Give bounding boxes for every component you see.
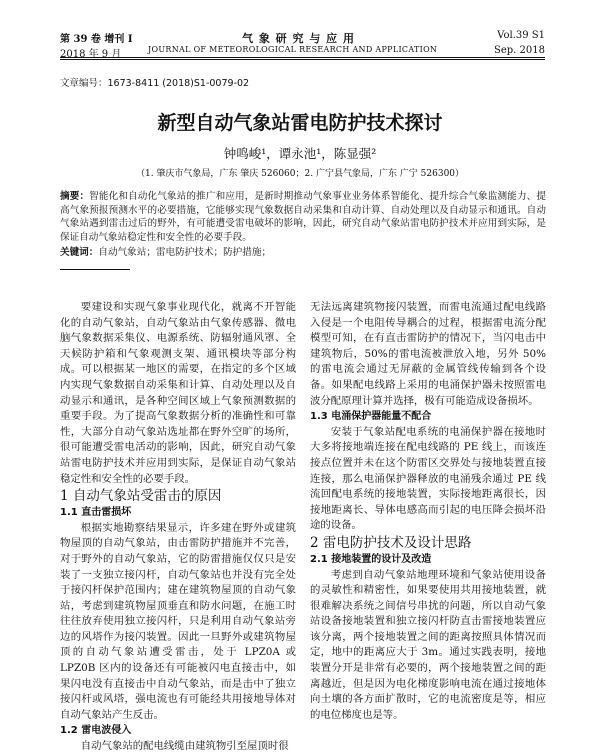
paper-title: 新型自动气象站雷电防护技术探讨 (157, 112, 443, 134)
left-column (60, 300, 296, 753)
affiliation: （1. 肇庆市气象局，广东 肇庆 526060；2. 广宁县气象局，广东 广宁 526300） (135, 169, 465, 179)
journal-date-cn: 2018 年 9 月 (60, 49, 122, 60)
abstract (60, 190, 546, 244)
journal-volume-cn: 第 39 卷 增刊 I (60, 34, 133, 45)
journal-name-en: JOURNAL OF METEOROLOGICAL RESEARCH AND APPLICATION (148, 45, 438, 54)
section-1-2-heading: 1.2 雷电波侵入 (60, 725, 132, 737)
section-2-1-paragraph: 考虑到自动气象站地理环境和气象站使用设备的灵敏性和精密性，如果要使用共用接地装置，就很难解决系统之间信号串扰的问题，所以自动气象站设备接地装置和独立接闪杆防直击雷接地装置应该分离，两个接地装置之间的距离按照具体情况而定，地中的距离应大于 3m。通过实践表明，接地装置分开是非常有必要的，两个接地装置之间的距离越近，但是因为电化梯度影响电流在通过接地体向土壤的各方面扩散时，它的电流密度是等，相应的电位梯度也是等。 (310, 568, 546, 721)
section-1-2-paragraph-start: 自动气象站的配电线缆由建筑物引至屋顶时很 (80, 740, 289, 753)
keywords-text: 自动气象站；雷电防护技术；防护措施； (98, 247, 272, 258)
section-1-1-paragraph: 根据实地勘察结果显示，许多建在野外或建筑物屋顶的自动气象站，由击雷防护措施并不完善，对于野外的自动气象站，它的防雷措施仅仅只是安装了一支独立接闪杆，自动气象站也并没有完全处于接闪杆保护范围内；建在建筑物屋顶的自动气象站，考虑到建筑物屋顶垂直和防水问题，在施工时往往放弃使用独立接闪杆，只是利用自动气象站旁边的风塔作为接闪装置。因此一旦野外或建筑物屋顶的自动气象站遭受雷击，处于 LPZ0A 或 LPZ0B 区内的设备还有可能被闪电直接击中，如果闪电没有直接击中自动气象站，而是击中了独立接闪杆或风塔，强电流也有可能经共用接地导体对自动气象站产生反击。 (60, 521, 296, 721)
right-column (310, 300, 546, 721)
section-1-heading: 1 自动气象站受雷击的原因 (60, 488, 222, 505)
journal-date-en: Sep. 2018 (494, 45, 545, 56)
section-1-2-paragraph-cont: 无法远离建筑物接闪装置，而雷电流通过配电线路入侵是一个电阻传导耦合的过程，根据雷电流分配模型可知，在有直击雷防护的情况下，当闪电击中建筑物后，50%的雷电流被泄放入地，另外 50%的雷电流会通过无屏蔽的金属管线传输到各个设备。如果配电线路上采用的电涌保护器未按照雷电波分配原理计算并选择，极有可能造成设备损坏。 (310, 301, 546, 407)
intro-paragraph: 要建设和实现气象事业现代化，就离不开智能化的自动气象站，自动气象站由气象传感器、微电脑气象数据采集仪、电源系统、防辐射通风罩、全天候防护箱和气象观测支架、通讯模块等部分构成。可以根据某一地区的需要，在指定的多个区域内实现气象数据自动采集和计算、自动处理以及自动显示和通讯，是各种空间区域上气象预测数据的重要手段。为了提高气象数据分析的准确性和可靠性，大部分自动气象站选址都在野外空旷的场所，很可能遭受雷电活动的影响，因此，研究自动气象站雷电防护技术并应用到实际，是保证自动气象站稳定性和安全性的必要手段。 (60, 301, 296, 485)
journal-volume-en: Vol.39 S1 (497, 30, 545, 41)
abstract-text: 智能化和自动化气象站的推广和应用，是新时期推动气象事业业务体系智能化、提升综合气象监测能力、提高气象预报预测水平的必要措施，它能够实现气象数据自动采集和自动计算、自动处理以及自动显示和通讯。自动气象站遇到雷击过后的野外，有可能遭受雷电破坏的影响，因此，研究自动气象站雷电防护技术并应用到实际，是保证自动气象站稳定性和安全性的必要手段。 (60, 191, 547, 243)
abstract-rule (60, 269, 130, 270)
section-1-1-heading: 1.1 直击雷损坏 (60, 507, 132, 519)
keywords (60, 246, 546, 260)
section-1-3-paragraph: 安装于气象站配电系统的电涌保护器在接地时大多将接地端连接在配电线路的 PE 线上，而该连接点位置并未在这个防雷区交界处与接地装置直接连接，那么电涌保护器释放的电涌残余通过 PE 线流回配电系统的接地装置，实际接地距离很长，因接地距离长、导体电感高而引起的电压降会损坏沿途的设备。 (310, 425, 546, 532)
article-id: 文章编号：1673-8411 (2018)S1-0079-02 (60, 78, 250, 89)
section-2-heading: 2 雷电防护技术及设计思路 (310, 534, 472, 551)
section-2-1-heading: 2.1 接地装置的设计及改造 (310, 553, 432, 565)
journal-name-cn: 气 象 研 究 与 应 用 (242, 32, 355, 45)
authors: 钟鸣峻¹，谭永池¹，陈显强² (223, 146, 377, 161)
keywords-label: 关键词： (60, 247, 99, 258)
section-1-3-heading: 1.3 电涌保护器能量不配合 (310, 411, 432, 423)
header-rule-1 (60, 57, 545, 58)
abstract-label: 摘要： (60, 191, 90, 202)
header-rule-2 (60, 59, 545, 60)
